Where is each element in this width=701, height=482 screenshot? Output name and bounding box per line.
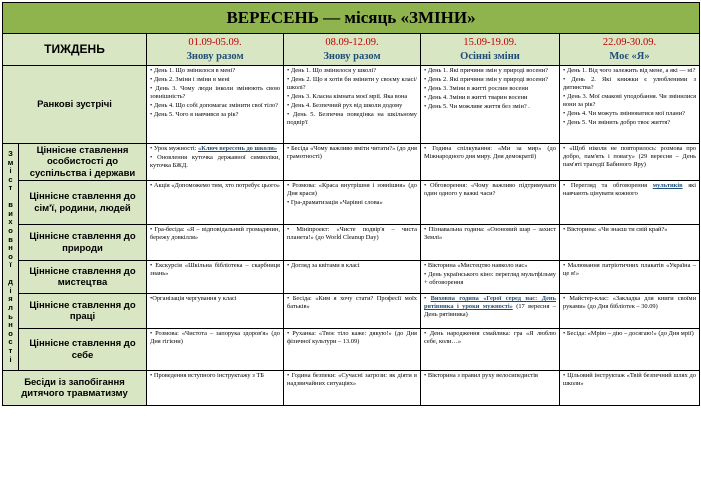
- activity-cell-week-3: [421, 66, 560, 144]
- side-label-letter: З: [8, 148, 13, 158]
- activity-item: • День 3. Класна кімната моєї мрії. Яка вона: [287, 93, 408, 100]
- activity-cell-week-4: [560, 144, 700, 181]
- activity-cell-week-4: [560, 66, 700, 144]
- table-row: [3, 294, 700, 329]
- row-label: Ціннісне ставлення до мистецтва: [19, 261, 147, 294]
- monthly-plan-table: [2, 2, 700, 406]
- activity-cell-week-2: [284, 371, 421, 406]
- week-header-3: [421, 34, 560, 66]
- activity-item: • День 1. Від чого залежить від мене, а які — ні?: [563, 67, 696, 74]
- side-label-letter: н: [8, 243, 13, 253]
- activity-item: • Оновлення куточка державної символіки, куточка БЖД.: [150, 154, 280, 169]
- activity-item: • Цільовий інструктаж «Твій безпечний шлях до школи»: [563, 372, 697, 388]
- row-label: Ціннісне ставлення до сім'ї, родини, людей: [19, 181, 147, 225]
- activity-item: • День 2. Що я хотів би змінити у своєму класі/школі?: [287, 76, 417, 91]
- activity-cell-week-3: [421, 261, 560, 294]
- activity-cell-week-4: [560, 225, 700, 261]
- activity-item: • День 3. Чому люди інколи змінюють свою зовнішність?: [150, 85, 280, 100]
- activity-item: • Година безпеки: «Сучасні загрози: як діяти в надзвичайних ситуаціях»: [287, 372, 417, 388]
- activity-cell-week-3: [421, 371, 560, 406]
- activity-link[interactable]: мультиків: [652, 182, 683, 190]
- activity-item: • Виховна година «Герої серед нас: День рятівника і уроки мужності» (17 вересня – День рятівника): [424, 295, 556, 319]
- activity-cell-week-1: [147, 329, 284, 371]
- activity-item: • День 4. Чи можуть змінюватися мої плани?: [563, 110, 685, 117]
- activity-link[interactable]: «Ключ вересень до школи»: [198, 145, 278, 152]
- week-header-1: [147, 34, 284, 66]
- side-label-letter: о: [8, 328, 13, 338]
- row-label: Бесіди із запобігання дитячого травматизму: [3, 371, 147, 406]
- activity-item: • Догляд за квітами в класі: [287, 262, 360, 270]
- week-theme: Моє «Я»: [609, 50, 650, 62]
- activity-item: • День 2. Які причини змін у природі восени?: [424, 76, 548, 83]
- side-label-letter: и: [8, 208, 13, 218]
- activity-item: • Гра-бесіда: «Я – відповідальний громадянин, бережу довкілля»: [150, 226, 280, 242]
- week-header-2: [284, 34, 421, 66]
- activity-cell-week-4: [560, 261, 700, 294]
- activity-cell-week-3: [421, 329, 560, 371]
- table-row: [3, 371, 700, 406]
- table-row: [3, 329, 700, 371]
- activity-item: • Розмова: «Краса внутрішня і зовнішня» (до Дня краси): [287, 182, 417, 198]
- week-dates: 15.09-19.09.: [463, 37, 517, 49]
- row-label: Ранкові зустрічі: [3, 66, 147, 144]
- side-label-letter: н: [8, 320, 13, 330]
- activity-cell-week-2: [284, 294, 421, 329]
- activity-item: • День 4. Безпечний рух від школи додому: [287, 102, 403, 109]
- activity-cell-week-4: [560, 329, 700, 371]
- activity-link[interactable]: Виховна година «Герої серед нас: День рятівника і уроки мужності»: [424, 295, 556, 311]
- activity-item: • День 5. Чого я навчився за рік?: [150, 111, 239, 118]
- week-theme: Знову разом: [186, 50, 244, 62]
- activity-item: • «Щоб ніколи не повторилось: розмова про добро, пам'ять і повагу» (29 вересня – День пам'яті трагедії Бабиного Яру): [563, 145, 697, 168]
- activity-cell-week-2: [284, 144, 421, 181]
- table-row: [3, 181, 700, 225]
- activity-item: • День 1. Які причини змін у природі восени?: [424, 67, 548, 74]
- side-label-letter: л: [8, 302, 13, 312]
- activity-item: • День 3. Мої смакові уподобання. Чи змінилися вони за рік?: [563, 93, 697, 108]
- side-label-letter: і: [9, 166, 12, 176]
- activity-item: • Гра-драматизація «Чарівні слова»: [287, 199, 383, 207]
- activity-cell-week-4: [560, 371, 700, 406]
- side-label-letter: і: [9, 354, 12, 364]
- activity-item: • Бесіда: «Мрію – дію – досягаю!» (до Дня мрії): [563, 330, 694, 338]
- activity-item: • Акція «Допоможемо тим, хто потребує цього»: [150, 182, 280, 190]
- activity-item: • День 2. Які книжки є улюбленими з дитинства?: [563, 76, 697, 91]
- activity-item: • Урок мужності: «Ключ вересень до школи»: [150, 145, 278, 152]
- side-label-letter: ї: [9, 260, 12, 270]
- plan-document: [2, 2, 699, 406]
- activity-cell-week-4: [560, 181, 700, 225]
- activity-item: • День 2. Зміни і зміни в мені: [150, 76, 230, 83]
- week-dates: 22.09-30.09.: [602, 37, 657, 49]
- week-dates: 08.09-12.09.: [325, 37, 379, 49]
- activity-item: • День 5. Чи можливе життя без змін? .: [424, 103, 530, 110]
- activity-item: • Проведення вступного інструктажу з ТБ: [150, 372, 264, 380]
- activity-item: • День 1. Що змінилося у школі?: [287, 67, 377, 74]
- side-label-letter: я: [8, 294, 13, 304]
- row-label: Ціннісне ставлення до природи: [19, 225, 147, 261]
- week-header-4: [560, 34, 700, 66]
- table-row: [3, 261, 700, 294]
- table-row: [3, 225, 700, 261]
- row-label: Ціннісне ставлення до праці: [19, 294, 147, 329]
- side-label-letter: т: [8, 346, 13, 356]
- week-theme: Осінні зміни: [460, 50, 520, 62]
- activity-cell-week-1: [147, 294, 284, 329]
- activity-item: • Вікторина з правил руху велосипедистів: [424, 372, 538, 380]
- activity-item: •Організація чергування у класі: [150, 295, 237, 303]
- activity-cell-week-1: [147, 181, 284, 225]
- week-dates: 01.09-05.09.: [188, 37, 242, 49]
- activity-cell-week-3: [421, 181, 560, 225]
- side-label-letter: і: [9, 285, 12, 295]
- row-label: Ціннісне ставлення особистості до суспільства і держави: [19, 144, 147, 181]
- activity-item: • Мініпроект: «Чисте подвір'я – чиста планета!» (до World Cleanup Day): [287, 226, 417, 242]
- week-label: ТИЖДЕНЬ: [3, 34, 147, 66]
- side-label-letter: д: [8, 277, 13, 287]
- activity-cell-week-1: [147, 261, 284, 294]
- activity-item: • Малювання патріотичних плакатів «Україна – це я!»: [563, 262, 697, 278]
- activity-cell-week-2: [284, 181, 421, 225]
- activity-item: • День 5. Безпечна поведінка на шкільному подвір'ї: [287, 111, 417, 126]
- activity-cell-week-2: [284, 225, 421, 261]
- week-theme: Знову разом: [323, 50, 381, 62]
- activity-item: • День 5. Чи змінить добро твоє життя?: [563, 119, 671, 126]
- activity-cell-week-3: [421, 225, 560, 261]
- activity-item: • День 4. Зміни в житті тварин восени: [424, 94, 528, 101]
- side-label-letter: в: [8, 200, 13, 210]
- side-label-vertical: [3, 144, 19, 371]
- activity-item: • Розмова: «Чистота – запорука здоров'я» (до Дня гігієни): [150, 330, 280, 346]
- activity-item: • Пізнавальна година: «Озоновий шар – захист Землі»: [424, 226, 556, 242]
- activity-item: • Руханка: «Твоє тіло каже: дякую!» (до Дня фізичної культури – 13.09): [287, 330, 417, 346]
- activity-item: • Бесіда «Чому важливо вміти читати?» (до дня грамотності): [287, 145, 417, 160]
- table-row: [3, 144, 700, 181]
- activity-cell-week-2: [284, 66, 421, 144]
- activity-cell-week-2: [284, 329, 421, 371]
- activity-item: • Вікторина: «Чи знаєш ти свій край?»: [563, 226, 668, 234]
- activity-item: • День 3. Зміни в житті рослин восени: [424, 85, 529, 92]
- row-label: Ціннісне ставлення до себе: [19, 329, 147, 371]
- side-label-letter: ь: [8, 311, 13, 321]
- side-label-letter: о: [8, 225, 13, 235]
- activity-item: • Перегляд та обговорення мультиків які навчають цінувати кожного: [563, 182, 697, 198]
- activity-cell-week-1: [147, 225, 284, 261]
- activity-item: • Бесіда: «Ким я хочу стати? Професії моїх батьків»: [287, 295, 417, 311]
- activity-cell-week-1: [147, 66, 284, 144]
- activity-item: • Година спілкування: «Ми за мир» (до Міжнародного дня миру. Дня демократії): [424, 145, 556, 160]
- activity-cell-week-1: [147, 371, 284, 406]
- activity-item: • День народження смайлика: гра «Я люблю себе, коли…»: [424, 330, 556, 346]
- side-label-letter: т: [8, 183, 13, 193]
- page-title: ВЕРЕСЕНЬ — місяць «ЗМІНИ»: [3, 3, 700, 34]
- activity-item: • Майстер-клас: «Закладка для книги своїми руками» (до Дня бібліотек – 30.09): [563, 295, 697, 311]
- activity-cell-week-3: [421, 144, 560, 181]
- activity-item: • Обговорення: «Чому важливо підтримувати один одного у важкі часи?: [424, 182, 556, 198]
- activity-item: • День українського кіно: перегляд мультфільму + обговорення: [424, 271, 556, 287]
- activity-item: • Вікторина «Мистецтво навколо нас»: [424, 262, 528, 270]
- activity-cell-week-1: [147, 144, 284, 181]
- side-label-letter: в: [8, 234, 13, 244]
- side-label-letter: с: [8, 337, 13, 347]
- side-label-letter: х: [8, 217, 13, 227]
- activity-cell-week-2: [284, 261, 421, 294]
- activity-item: • День 1. Що змінилося в мені?: [150, 67, 236, 74]
- side-label-letter: с: [8, 174, 13, 184]
- side-label-letter: м: [7, 157, 14, 167]
- activity-item: • Екскурсія «Шкільна бібліотека – скарбниця знань»: [150, 262, 280, 278]
- activity-cell-week-3: [421, 294, 560, 329]
- side-label-letter: о: [8, 251, 13, 261]
- activity-item: • День 4. Що собі допомагає змінити свої тіло?: [150, 102, 278, 109]
- activity-cell-week-4: [560, 294, 700, 329]
- table-row: [3, 66, 700, 144]
